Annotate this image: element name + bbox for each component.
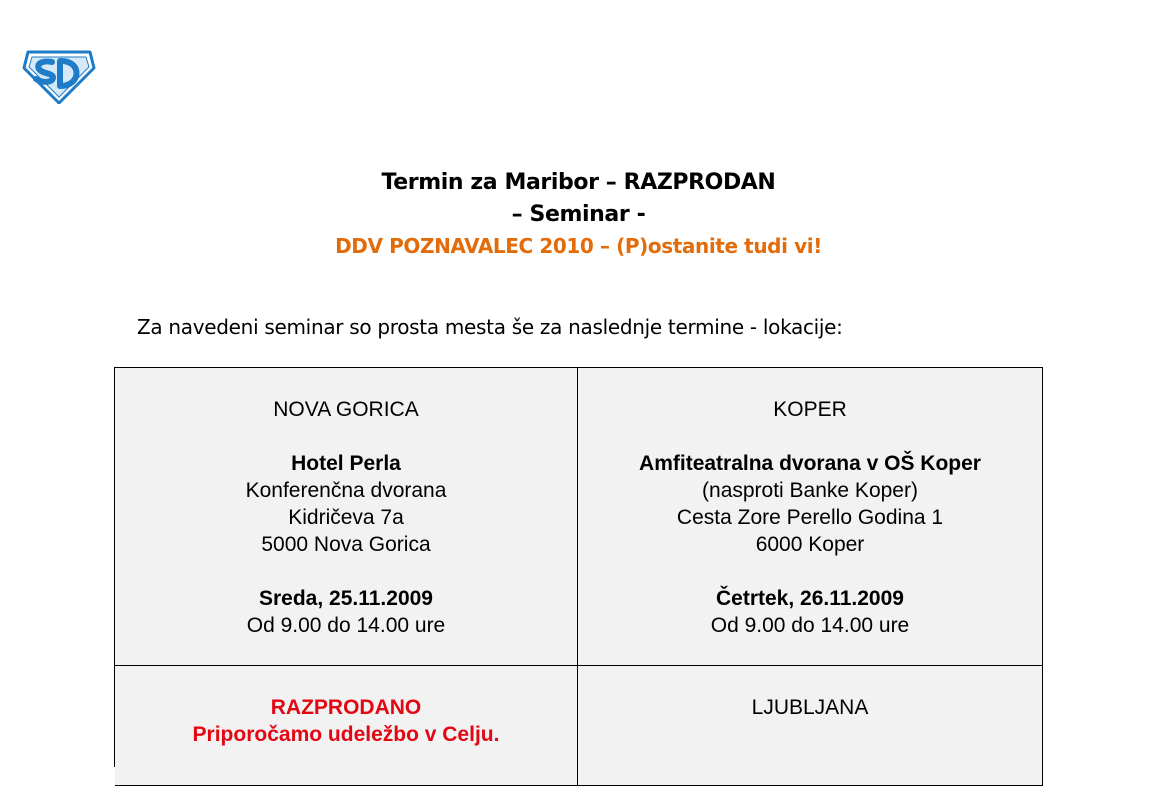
location-venue: Hotel Perla <box>291 452 401 475</box>
location-city: KOPER <box>773 398 847 421</box>
location-city: LJUBLJANA <box>751 696 869 719</box>
location-cell-sold-out <box>115 666 578 786</box>
sold-out-note: Priporočamo udeležbo v Celju. <box>192 723 500 746</box>
title-line-1: Termin za Maribor – RAZPRODAN <box>381 170 776 195</box>
location-cell-koper <box>578 368 1043 666</box>
location-cell-ljubljana <box>578 666 1043 786</box>
location-date: Četrtek, 26.11.2009 <box>716 587 904 610</box>
location-address-line: Konferenčna dvorana <box>245 479 447 502</box>
location-address-line: 6000 Koper <box>755 533 865 556</box>
location-time: Od 9.00 do 14.00 ure <box>710 614 910 637</box>
location-city: NOVA GORICA <box>273 398 419 421</box>
title-line-2: – Seminar - <box>511 202 646 227</box>
location-time: Od 9.00 do 14.00 ure <box>246 614 446 637</box>
intro-text: Za navedeni seminar so prosta mesta še za naslednje termine - lokacije: <box>137 315 843 339</box>
location-venue: Amfiteatralna dvorana v OŠ Koper <box>639 452 981 475</box>
sd-logo <box>22 48 96 104</box>
location-date: Sreda, 25.11.2009 <box>259 587 433 610</box>
sold-out-status: RAZPRODANO <box>270 696 422 719</box>
location-address-line: Kidričeva 7a <box>288 506 404 529</box>
location-cell-nova-gorica <box>115 368 578 666</box>
location-address-line: (nasproti Banke Koper) <box>702 479 918 502</box>
location-address-line: 5000 Nova Gorica <box>261 533 431 556</box>
locations-table <box>114 367 1043 767</box>
seminar-title: DDV POZNAVALEC 2010 – (P)ostanite tudi vi! <box>335 234 822 258</box>
location-address-line: Cesta Zore Perello Godina 1 <box>676 506 944 529</box>
